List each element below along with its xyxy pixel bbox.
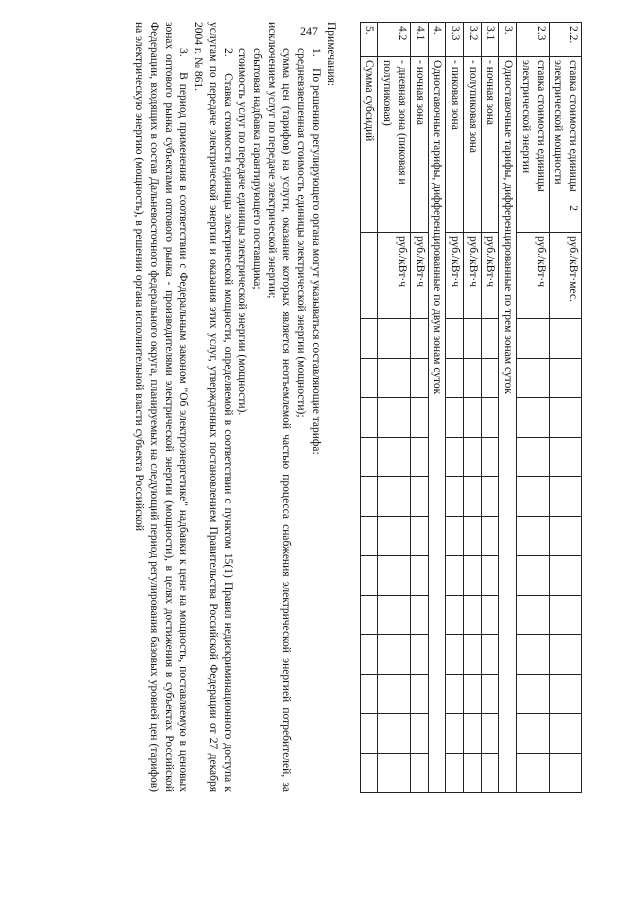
row-unit: руб./кВт·ч [481,233,499,319]
value-cell [360,319,378,359]
table-row [517,23,549,793]
value-cell [549,398,581,438]
value-cell [481,714,499,754]
value-cell [463,595,481,635]
value-cell [517,516,549,556]
value-cell [410,753,428,793]
row-number: 2.2. [549,23,581,57]
value-cell [410,516,428,556]
row-unit: руб./кВт·ч [410,233,428,319]
value-cell [410,437,428,477]
value-cell [410,398,428,438]
row-number: 4. [428,23,446,57]
value-cell [410,358,428,398]
value-cell [481,319,499,359]
row-name-line: электрической энергии [519,60,532,174]
note-1-item-d: стоимость услуг по передаче единицы электрической энергии (мощности). [236,48,249,416]
value-cell [446,595,464,635]
row-unit: руб./кВт·мес. [549,233,581,319]
footnote-marker: 2 [567,205,579,211]
note-3-text: В период применения в соответствии с Федеральным законом "Об электроэнергетике" надбавки к цене на мощность, поставляемую в ценовых зонах оптового рынка субъектами оптового рынка - производителями электрической энергии (мощности), в целях достижения в субъектах Российской Федерации, входящих в состав Дальневосточного федерального округа, планируемых на следующий период регулирования базовых уровней цен (тарифов) на электрическую энергию (мощность), в решении органа исполнительной власти субъекта Российской [133,22,190,792]
row-name-line: ставка стоимости единицы [567,60,579,192]
value-cell [481,437,499,477]
row-name [446,57,464,233]
note-2-text: Ставка стоимости единицы электрической мощности, определяемой в соответствии с пунктом 15(1) Правил недискриминационного доступа к услугам по передаче электрической энергии и оказания этих услуг, утвержденных постановлением Правительства Российской Федерации от 27 декабря 2004 г. № 861. [192,22,234,792]
value-cell [446,319,464,359]
value-cell [517,319,549,359]
document-body [132,22,582,792]
value-cell [410,635,428,675]
value-cell [410,674,428,714]
value-cell [463,398,481,438]
value-cell [360,753,378,793]
value-cell [446,635,464,675]
note-1 [308,22,323,792]
value-cell [549,635,581,675]
value-cell [481,635,499,675]
value-cell [378,358,410,398]
notes-section [132,22,338,792]
table-row [549,23,581,793]
value-cell [481,398,499,438]
note-3-number: 3. [177,48,190,57]
table-row [360,23,378,793]
value-cell [378,398,410,438]
value-cell [481,674,499,714]
row-name-line: - ночная зона [484,60,497,126]
row-unit: руб./кВт·ч [446,233,464,319]
tariff-table-body [360,23,581,793]
value-cell [378,714,410,754]
row-name-line: - дневная зона (пиковая и полупиковая) [381,60,408,185]
row-number: 3.1 [481,23,499,57]
note-3 [132,22,191,792]
row-number: 4.1 [410,23,428,57]
value-cell [463,319,481,359]
value-cell [378,674,410,714]
value-cell [360,358,378,398]
value-cell [517,358,549,398]
note-1-item-b: сумма цен (тарифов) на услуги, оказание которых является неотъемлемой частью процесса снабжения электрической энергией потребителей, за исключением услуг по передаче электрической энергии; [265,22,293,792]
row-name [378,57,410,233]
value-cell [549,595,581,635]
value-cell [463,635,481,675]
row-number: 3.3 [446,23,464,57]
row-name [410,57,428,233]
value-cell [378,635,410,675]
value-cell [378,437,410,477]
value-cell [549,319,581,359]
value-cell [446,674,464,714]
value-cell [463,714,481,754]
value-cell [410,714,428,754]
row-name-line: электрической мощности [552,60,565,185]
value-cell [446,753,464,793]
row-number: 3. [499,23,517,57]
value-cell [481,358,499,398]
value-cell [446,477,464,517]
table-row [463,23,481,793]
note-1-item-c: сбытовая надбавка гарантирующего поставщика; [251,48,264,290]
value-cell [378,753,410,793]
row-name-line: Сумма субсидий [363,60,376,142]
value-cell [517,477,549,517]
value-cell [446,437,464,477]
section-heading: Одноставочные тарифы, дифференцированные по трем зонам суток [499,57,517,793]
value-cell [378,556,410,596]
tariff-table [360,22,582,793]
value-cell [481,477,499,517]
table-row [410,23,428,793]
value-cell [549,358,581,398]
value-cell [378,477,410,517]
value-cell [446,714,464,754]
value-cell [410,556,428,596]
value-cell [517,437,549,477]
value-cell [410,319,428,359]
value-cell [517,635,549,675]
note-2-number: 2. [221,48,234,57]
value-cell [378,516,410,556]
value-cell [463,437,481,477]
value-cell [410,595,428,635]
table-row [481,23,499,793]
page-number: 247 [300,24,318,38]
row-name [463,57,481,233]
value-cell [446,398,464,438]
value-cell [481,753,499,793]
value-cell [481,595,499,635]
note-2 [190,22,234,792]
row-unit: руб./кВт·ч [463,233,481,319]
value-cell [446,358,464,398]
value-cell [360,516,378,556]
value-cell [517,398,549,438]
value-cell [517,556,549,596]
value-cell [446,556,464,596]
value-cell [463,674,481,714]
row-name-line: - ночная зона [413,60,426,126]
value-cell [549,437,581,477]
value-cell [360,635,378,675]
value-cell [549,477,581,517]
value-cell [410,477,428,517]
value-cell [549,556,581,596]
value-cell [463,556,481,596]
value-cell [446,516,464,556]
value-cell [517,753,549,793]
row-name [549,57,581,233]
row-name-line: ставка стоимости единицы [534,60,547,192]
row-unit: руб./кВт·ч [378,233,410,319]
note-1-text: По решению регулирующего органа могут указываться составляющие тарифа: [309,68,322,455]
value-cell [517,714,549,754]
row-name [517,57,549,233]
value-cell [360,477,378,517]
value-cell [463,753,481,793]
row-number: 4.2 [378,23,410,57]
value-cell [549,674,581,714]
value-cell [360,398,378,438]
row-name-line: - пиковая зона [448,60,461,130]
table-row [446,23,464,793]
value-cell [549,753,581,793]
value-cell [549,714,581,754]
row-name [360,57,378,233]
value-cell [360,556,378,596]
notes-heading: Примечания: [324,22,337,86]
value-cell [517,595,549,635]
row-name [481,57,499,233]
value-cell [481,516,499,556]
value-cell [549,516,581,556]
value-cell [517,674,549,714]
value-cell [463,477,481,517]
row-number: 2.3 [517,23,549,57]
value-cell [360,595,378,635]
value-cell [378,319,410,359]
value-cell [481,556,499,596]
value-cell [463,358,481,398]
value-cell [378,595,410,635]
row-number: 5. [360,23,378,57]
value-cell [463,516,481,556]
table-row [499,23,517,793]
table-row [428,23,446,793]
row-number: 3.2 [463,23,481,57]
section-heading: Одноставочные тарифы, дифференцированные по двум зонам суток [428,57,446,793]
value-cell [360,674,378,714]
row-unit [360,233,378,319]
row-unit: руб./кВт·ч [517,233,549,319]
value-cell [360,714,378,754]
note-1-number: 1. [309,48,322,57]
value-cell [360,437,378,477]
note-1-item-a: средневзвешенная стоимость единицы электрической энергии (мощности); [295,48,308,418]
table-row [378,23,410,793]
row-name-line: - полупиковая зона [466,60,479,154]
